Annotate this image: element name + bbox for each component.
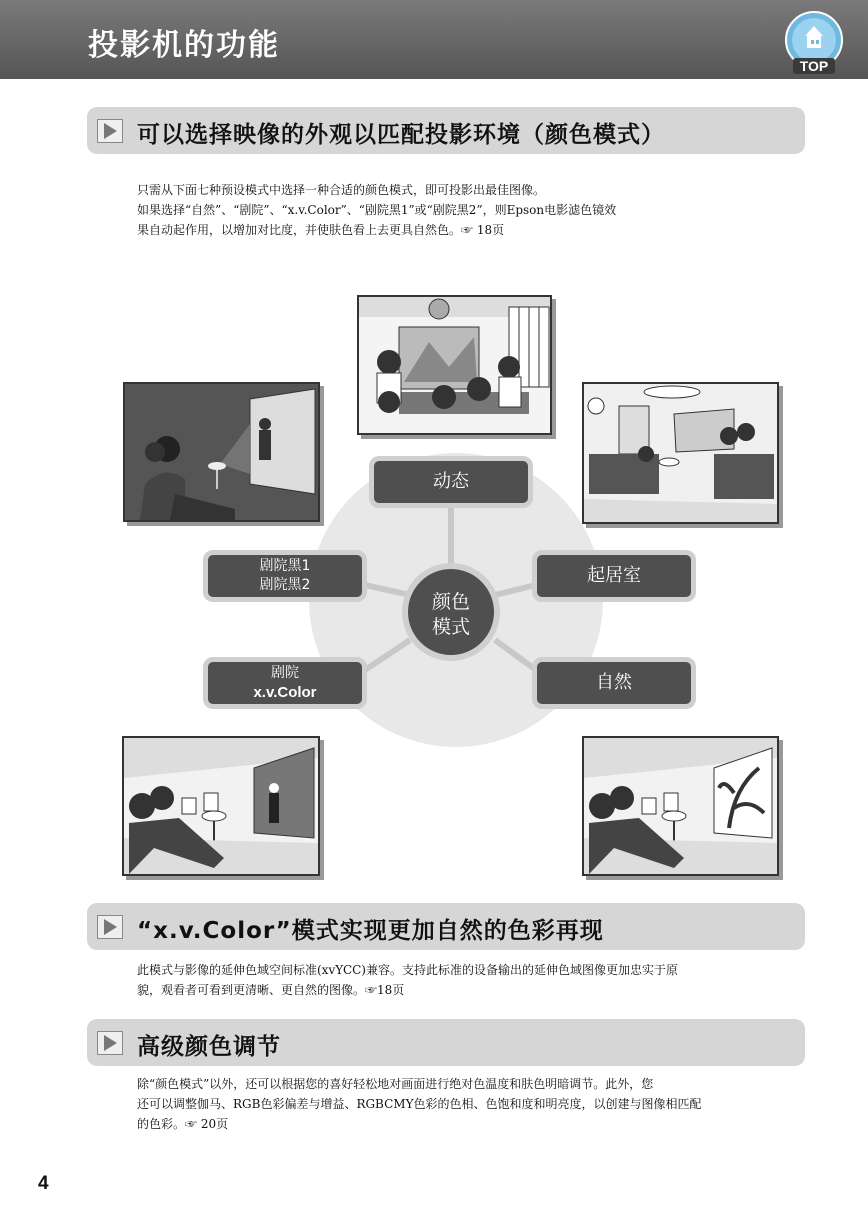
meeting-room-illustration — [357, 295, 552, 435]
natural-room-illustration — [582, 736, 779, 876]
triangle-bullet-icon — [97, 1031, 123, 1055]
dark-theatre-illustration — [123, 382, 320, 522]
mode-label: x.v.Color — [253, 684, 317, 701]
text-line: 貌，观看者可看到更清晰、更自然的图像。☞18页 — [137, 983, 405, 997]
section2-text — [137, 960, 787, 1000]
top-label: TOP — [799, 58, 829, 74]
mode-theatre-black — [203, 550, 367, 602]
section-heading-advanced-color — [87, 1019, 805, 1066]
text-line: 的色彩。☞ 20页 — [137, 1117, 229, 1131]
mode-natural — [532, 657, 696, 709]
triangle-bullet-icon — [97, 915, 123, 939]
mode-label: 剧院黑2 — [259, 577, 311, 593]
text-line: 除“颜色模式”以外，还可以根据您的喜好轻松地对画面进行绝对色温度和肤色明暗调节。此外，您 — [137, 1077, 654, 1091]
page-number: 4 — [38, 1173, 49, 1194]
section-heading-xvcolor — [87, 903, 805, 950]
text-line: 如果选择“自然”、“剧院”、“x.v.Color”、“剧院黑1”或“剧院黑2”，则Epson电影滤色镜效 — [137, 203, 617, 217]
mode-label: 动态 — [433, 471, 469, 492]
mode-label: 剧院黑1 — [259, 558, 311, 574]
text-line: 果自动起作用，以增加对比度，并使肤色看上去更具自然色。☞ 18页 — [137, 223, 505, 237]
section-title: 高级颜色调节 — [137, 1034, 281, 1060]
mode-dynamic — [369, 456, 533, 508]
mode-label: 剧院 — [271, 665, 299, 681]
center-label-2: 模式 — [431, 616, 471, 638]
mode-label: 自然 — [596, 672, 632, 693]
text-line: 只需从下面七种预设模式中选择一种合适的颜色模式，即可投影出最佳图像。 — [137, 183, 546, 197]
living-room-illustration — [582, 382, 779, 524]
section-title: 可以选择映像的外观以匹配投影环境（颜色模式） — [137, 122, 665, 148]
theatre-room-illustration — [122, 736, 320, 876]
center-label-1: 颜色 — [431, 591, 471, 613]
section3-text — [137, 1074, 787, 1134]
text-line: 还可以调整伽马、RGB色彩偏差与增益、RGBCMY色彩的色相、色饱和度和明亮度，以创建与图像相匹配 — [137, 1097, 702, 1111]
mode-living-room — [532, 550, 696, 602]
page-title: 投影机的功能 — [88, 28, 280, 63]
mode-label: 起居室 — [587, 565, 641, 586]
text-line: 此模式与影像的延伸色域空间标准(xvYCC)兼容。支持此标准的设备输出的延伸色域图像更加忠实于原 — [137, 963, 678, 977]
section-title: “x.v.Color”模式实现更加自然的色彩再现 — [137, 918, 604, 944]
mode-theatre-xvcolor — [203, 657, 367, 709]
